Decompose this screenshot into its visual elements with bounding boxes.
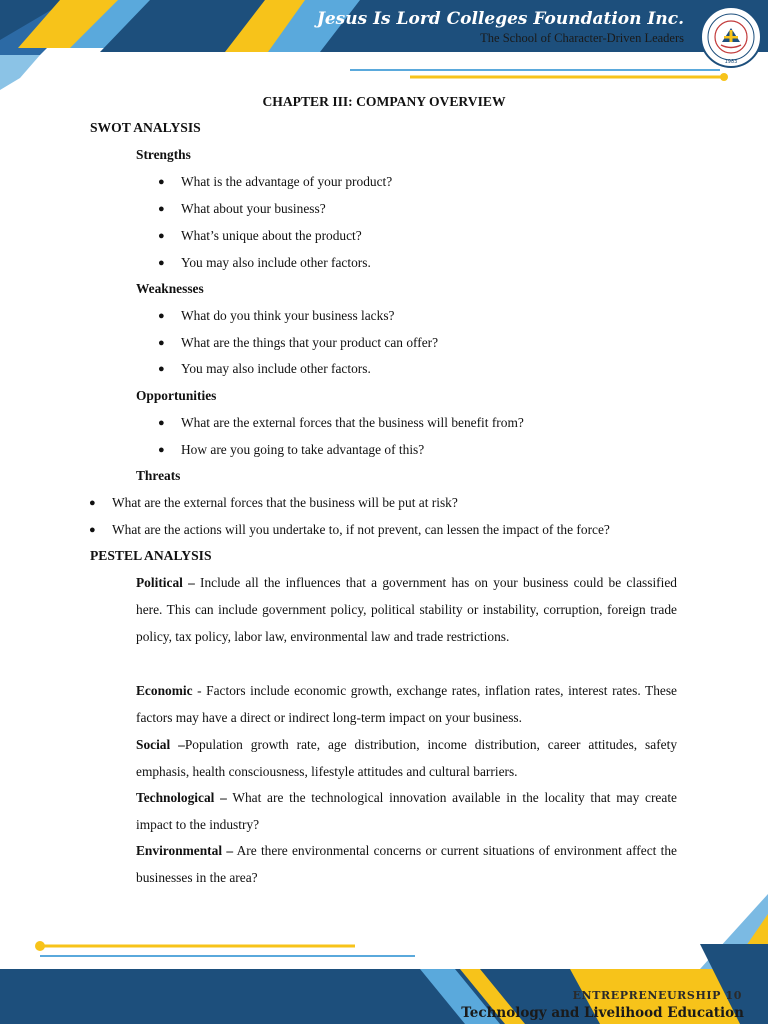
list-item: ● What do you think your business lacks? (158, 308, 395, 323)
opportunities-title: Opportunities (136, 388, 217, 403)
college-seal-logo (700, 6, 762, 68)
pestel-social: Social –Population growth rate, age distribution, income distribution, career attitudes, safety emphasis, health consciousness, lifestyle attitudes and cultural barriers. (136, 737, 678, 779)
list-item: ● What is the advantage of your product? (158, 174, 393, 189)
pestel-economic: Economic - Factors include economic growth, exchange rates, inflation rates, interest rates. These factors may have a direct or indirect long-term impact on your business. (136, 683, 677, 725)
pestel-environmental: Environmental – Are there environmental concerns or current situations of environment affect the businesses in the area? (136, 843, 678, 885)
list-item: ● What are the external forces that the business will benefit from? (158, 415, 524, 430)
footer-course: Technology and Livelihood Education (461, 1005, 744, 1021)
institution-name: Jesus Is Lord Colleges Foundation Inc. (316, 9, 684, 29)
footer-subject: ENTREPRENEURSHIP 10 (572, 989, 742, 1002)
list-item: ● What’s unique about the product? (158, 228, 362, 243)
pestel-title: PESTEL ANALYSIS (90, 548, 212, 563)
chapter-title: CHAPTER III: COMPANY OVERVIEW (262, 94, 506, 109)
weaknesses-title: Weaknesses (136, 281, 204, 296)
list-item: ● You may also include other factors. (158, 361, 371, 376)
list-item: ● What are the things that your product can offer? (158, 335, 439, 350)
svg-text:1983: 1983 (724, 59, 738, 65)
pestel-political: Political – Include all the influences that a government has on your business could be classified here. This can include government policy, political stability or instability, corruption, foreign trade policy, tax policy, labor law, environmental law and trade restrictions. (136, 575, 677, 644)
institution-tagline: The School of Character-Driven Leaders (480, 31, 684, 45)
list-item: ● What are the actions will you undertake to, if not prevent, can lessen the impact of the force? (89, 522, 610, 537)
swot-title: SWOT ANALYSIS (90, 120, 201, 135)
list-item: ● How are you going to take advantage of this? (158, 442, 425, 457)
pestel-technological: Technological – What are the technological innovation available in the locality that may create impact to the industry? (136, 790, 677, 832)
strengths-title: Strengths (136, 147, 191, 162)
list-item: ● You may also include other factors. (158, 255, 371, 270)
list-item: ● What are the external forces that the business will be put at risk? (89, 495, 458, 510)
threats-title: Threats (136, 468, 181, 483)
list-item: ● What about your business? (158, 201, 326, 216)
